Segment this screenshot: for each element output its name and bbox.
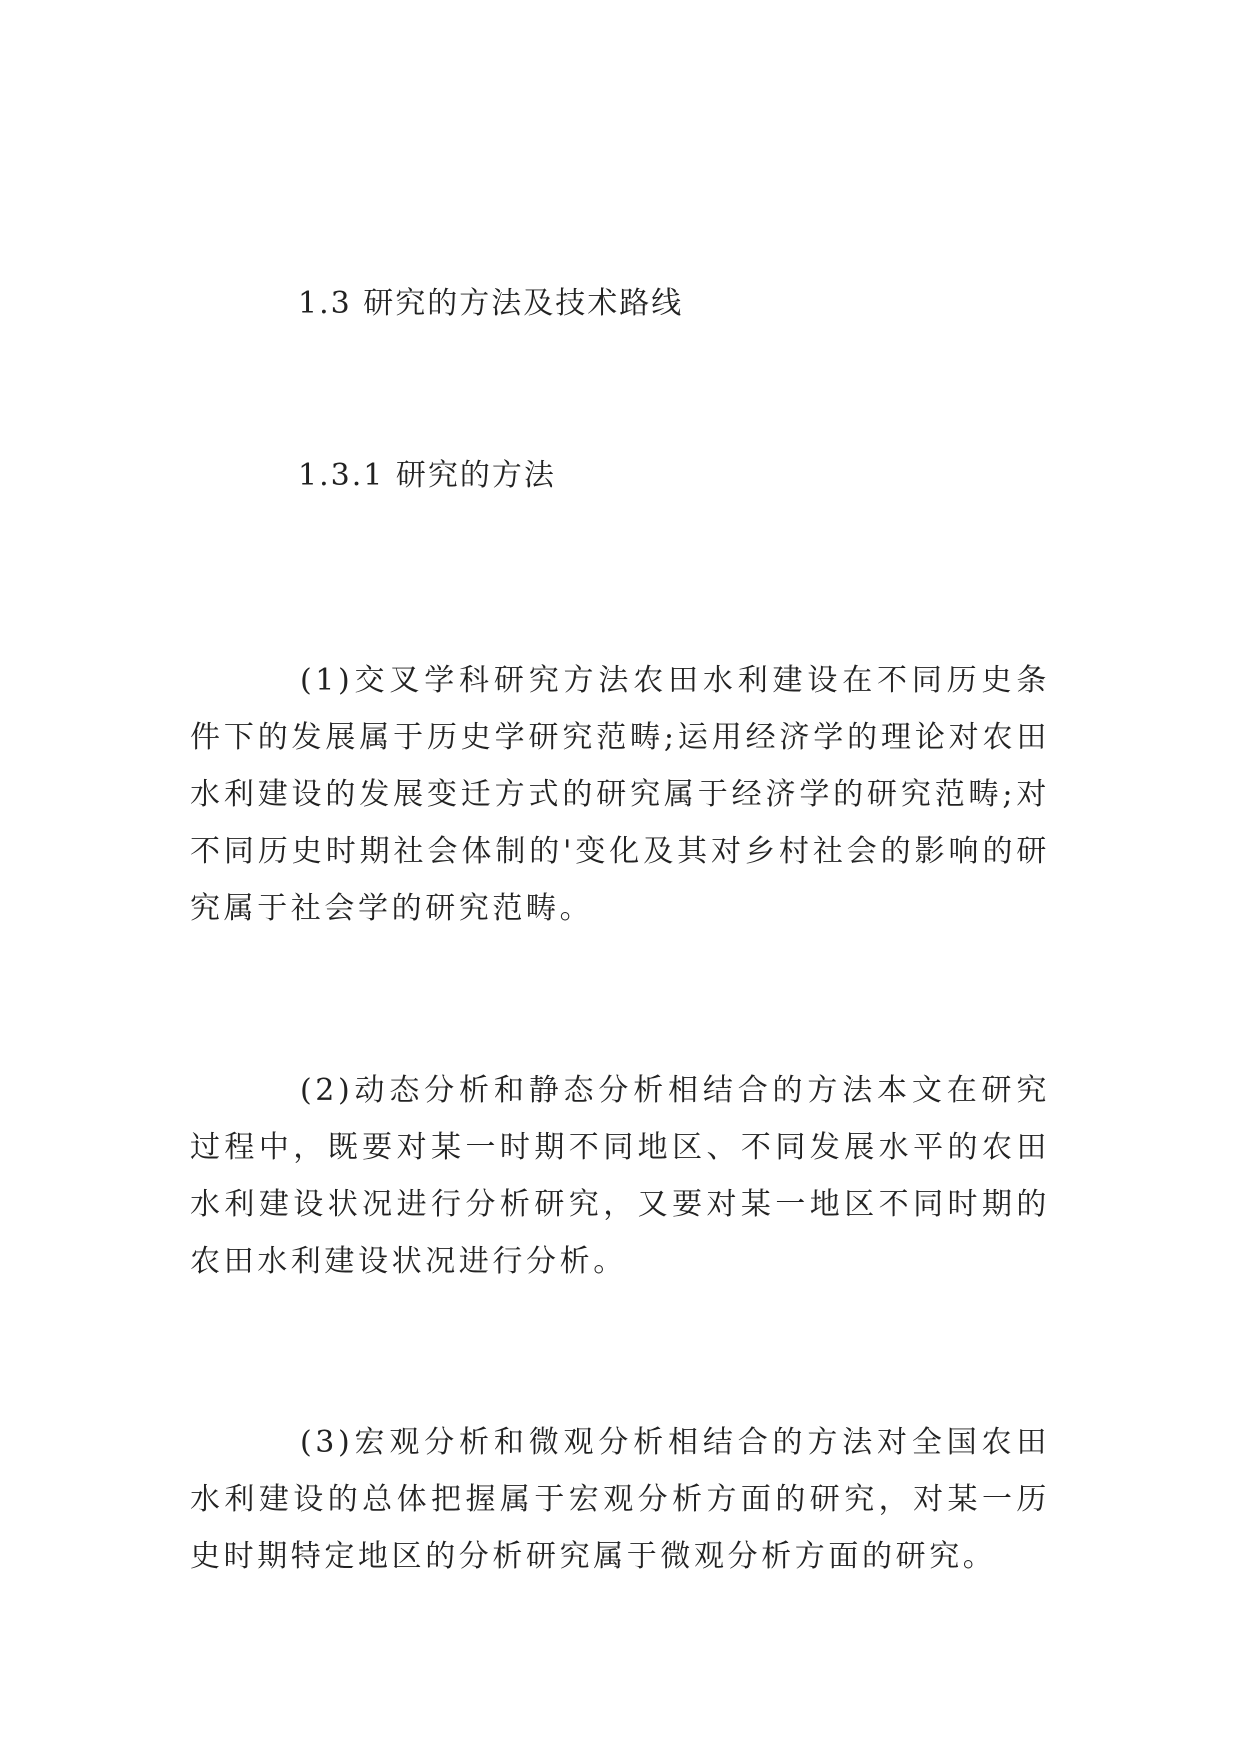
section-heading: 1.3 研究的方法及技术路线 xyxy=(298,286,684,321)
paragraph-macro-micro-method: (3)宏观分析和微观分析相结合的方法对全国农田水利建设的总体把握属于宏观分析方面的研究，对某一历史时期特定地区的分析研究属于微观分析方面的研究。 xyxy=(190,1425,1050,1574)
subsection-heading: 1.3.1 研究的方法 xyxy=(298,458,556,493)
paragraph-dynamic-static-method: (2)动态分析和静态分析相结合的方法本文在研究过程中，既要对某一时期不同地区、不同发展水平的农田水利建设状况进行分析研究，又要对某一地区不同时期的农田水利建设状况进行分析。 xyxy=(190,1073,1050,1279)
paragraph-interdisciplinary-method: (1)交叉学科研究方法农田水利建设在不同历史条件下的发展属于历史学研究范畴;运用经济学的理论对农田水利建设的发展变迁方式的研究属于经济学的研究范畴;对不同历史时期社会体制的'变化及其对乡村社会的影响的研究属于社会学的研究范畴。 xyxy=(190,663,1050,926)
